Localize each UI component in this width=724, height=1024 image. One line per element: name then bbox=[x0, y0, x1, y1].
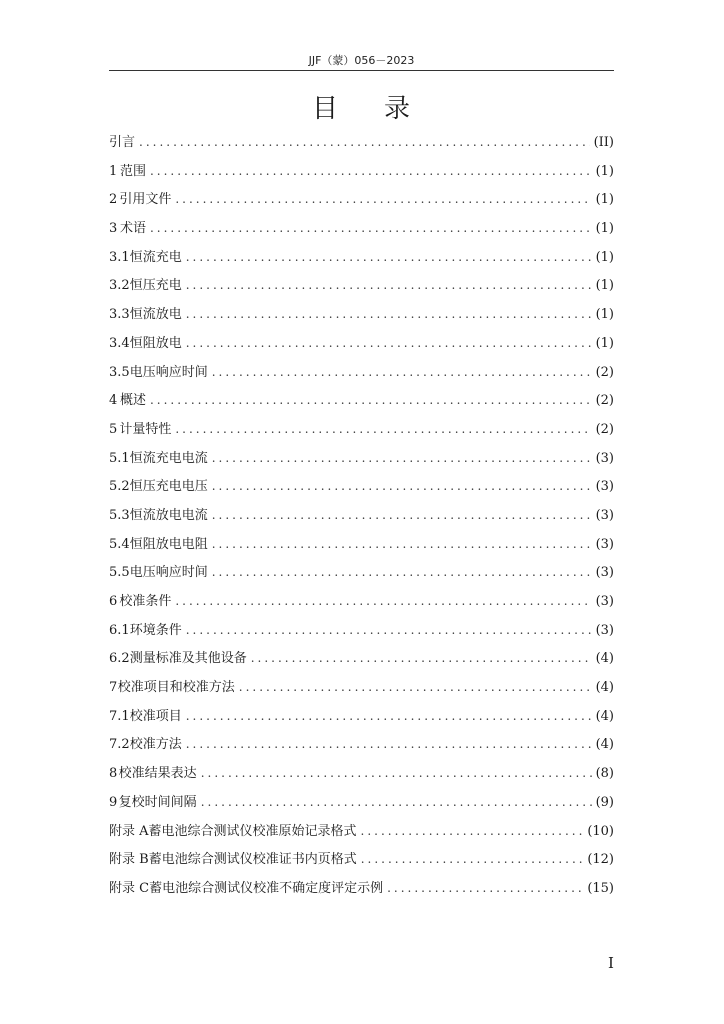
document-header-code: JJF（蒙）056－2023 bbox=[308, 54, 415, 67]
toc-entry-page: (9) bbox=[595, 794, 614, 810]
toc-entry-page: (1) bbox=[595, 335, 614, 351]
toc-entry-number: 3.4 bbox=[109, 335, 130, 351]
toc-leader-dots bbox=[212, 558, 592, 587]
toc-entry-page: (15) bbox=[587, 880, 614, 896]
toc-entry-label: 恒阻放电 bbox=[129, 335, 182, 351]
page-number: I bbox=[608, 954, 614, 972]
toc-entry-label: 环境条件 bbox=[129, 622, 182, 638]
toc-leader-dots bbox=[361, 817, 584, 846]
toc-entry bbox=[109, 243, 614, 272]
toc-entry-number: 附录 C bbox=[109, 880, 150, 896]
toc-leader-dots bbox=[201, 788, 592, 817]
toc-leader-dots bbox=[212, 444, 592, 473]
toc-entry-number: 6.1 bbox=[109, 622, 130, 638]
toc-entry-page: (4) bbox=[595, 708, 614, 724]
toc-entry-label: 术语 bbox=[119, 221, 146, 237]
header-divider bbox=[109, 70, 614, 71]
toc-entry bbox=[109, 157, 614, 186]
toc-entry-page: (4) bbox=[595, 680, 614, 696]
toc-leader-dots bbox=[186, 702, 592, 731]
toc-entry bbox=[109, 415, 614, 444]
toc-entry-number: 5 bbox=[109, 421, 118, 437]
toc-entry-number: 5.2 bbox=[109, 479, 130, 495]
toc-leader-dots bbox=[175, 587, 591, 616]
toc-entry-label: 蓄电池综合测试仪校准不确定度评定示例 bbox=[149, 880, 384, 896]
toc-entry bbox=[109, 185, 614, 214]
toc-entry-number: 5.1 bbox=[109, 450, 130, 466]
toc-leader-dots bbox=[175, 185, 591, 214]
toc-entry-label: 校准条件 bbox=[119, 594, 172, 609]
toc-entry bbox=[109, 673, 614, 702]
toc-entry-number: 1 bbox=[109, 163, 118, 179]
toc-entry bbox=[109, 214, 614, 243]
table-of-contents bbox=[109, 128, 614, 903]
toc-entry-page: (1) bbox=[595, 221, 614, 237]
toc-entry-page: (2) bbox=[595, 421, 614, 437]
toc-leader-dots bbox=[150, 386, 592, 415]
toc-entry-label: 恒流充电 bbox=[129, 249, 182, 265]
toc-entry-page: (12) bbox=[587, 852, 614, 868]
toc-leader-dots bbox=[186, 616, 592, 645]
toc-entry-page: (3) bbox=[595, 536, 614, 552]
toc-leader-dots bbox=[212, 358, 592, 387]
toc-entry bbox=[109, 845, 614, 874]
toc-entry-page: (3) bbox=[595, 479, 614, 495]
toc-entry-number: 3.1 bbox=[109, 249, 130, 265]
toc-entry bbox=[109, 644, 614, 673]
toc-entry-number: 3.3 bbox=[109, 307, 130, 323]
page-title bbox=[0, 88, 724, 125]
toc-entry bbox=[109, 128, 614, 157]
toc-entry-page: (4) bbox=[595, 737, 614, 753]
toc-entry-number: 5.4 bbox=[109, 536, 130, 552]
toc-entry bbox=[109, 444, 614, 473]
toc-entry-label: 校准项目 bbox=[129, 708, 182, 724]
toc-leader-dots bbox=[387, 874, 583, 903]
toc-entry-label: 校准项目和校准方法 bbox=[117, 680, 235, 696]
toc-entry bbox=[109, 616, 614, 645]
toc-entry-page: (8) bbox=[595, 766, 614, 782]
toc-entry-page: (2) bbox=[595, 393, 614, 409]
toc-entry bbox=[109, 329, 614, 358]
toc-entry-label: 引言 bbox=[109, 135, 136, 150]
toc-entry-number: 9 bbox=[109, 794, 118, 810]
toc-entry bbox=[109, 271, 614, 300]
toc-entry-label: 校准方法 bbox=[129, 737, 182, 753]
toc-entry-label: 概述 bbox=[119, 393, 146, 409]
toc-entry-page: (4) bbox=[595, 651, 614, 667]
toc-entry-number: 7 bbox=[109, 680, 118, 696]
toc-entry-page: (3) bbox=[595, 594, 614, 609]
toc-entry bbox=[109, 386, 614, 415]
toc-entry bbox=[109, 759, 614, 788]
toc-entry-label: 恒流放电 bbox=[129, 307, 182, 323]
toc-leader-dots bbox=[212, 472, 592, 501]
toc-entry-page: (3) bbox=[595, 565, 614, 581]
toc-entry bbox=[109, 300, 614, 329]
toc-entry bbox=[109, 358, 614, 387]
toc-entry-page: (1) bbox=[595, 163, 614, 179]
toc-entry-label: 复校时间间隔 bbox=[118, 794, 197, 810]
toc-entry-page: (3) bbox=[595, 622, 614, 638]
toc-entry-label: 蓄电池综合测试仪校准证书内页格式 bbox=[148, 852, 357, 868]
toc-entry bbox=[109, 472, 614, 501]
toc-entry-page: (1) bbox=[595, 278, 614, 294]
toc-leader-dots bbox=[150, 214, 592, 243]
toc-entry-page: (1) bbox=[595, 192, 614, 208]
toc-entry-number: 2 bbox=[109, 192, 118, 208]
toc-leader-dots bbox=[186, 271, 592, 300]
toc-entry bbox=[109, 874, 614, 903]
toc-entry-number: 8 bbox=[109, 766, 118, 782]
toc-entry-label: 恒压充电电压 bbox=[129, 479, 208, 495]
toc-entry bbox=[109, 558, 614, 587]
toc-entry-number: 6 bbox=[109, 594, 118, 609]
toc-entry-page: (3) bbox=[595, 507, 614, 523]
toc-entry-number: 5.3 bbox=[109, 507, 130, 523]
toc-entry-label: 范围 bbox=[119, 163, 146, 179]
toc-leader-dots bbox=[251, 644, 592, 673]
toc-entry-label: 恒流放电电流 bbox=[129, 507, 208, 523]
toc-leader-dots bbox=[361, 845, 584, 874]
toc-entry-number: 3 bbox=[109, 221, 118, 237]
toc-entry-number: 6.2 bbox=[109, 651, 130, 667]
toc-entry-number: 4 bbox=[109, 393, 118, 409]
toc-entry bbox=[109, 730, 614, 759]
toc-entry-label: 蓄电池综合测试仪校准原始记录格式 bbox=[148, 823, 357, 839]
toc-entry bbox=[109, 788, 614, 817]
toc-leader-dots bbox=[186, 300, 592, 329]
toc-entry-label: 引用文件 bbox=[119, 192, 172, 208]
toc-leader-dots bbox=[139, 128, 590, 157]
toc-leader-dots bbox=[186, 329, 592, 358]
toc-entry-label: 恒阻放电电阻 bbox=[129, 536, 208, 552]
toc-entry-label: 电压响应时间 bbox=[129, 565, 208, 581]
toc-entry-number: 7.1 bbox=[109, 708, 130, 724]
toc-entry bbox=[109, 501, 614, 530]
toc-leader-dots bbox=[186, 730, 592, 759]
toc-entry-number: 5.5 bbox=[109, 565, 130, 581]
toc-leader-dots bbox=[212, 501, 592, 530]
toc-entry-number: 3.2 bbox=[109, 278, 130, 294]
page-title-part-1: 目 bbox=[311, 94, 340, 124]
toc-leader-dots bbox=[201, 759, 592, 788]
toc-entry-number: 附录 B bbox=[109, 852, 149, 868]
toc-entry-page: (2) bbox=[595, 364, 614, 380]
toc-leader-dots bbox=[239, 673, 592, 702]
toc-entry-label: 测量标准及其他设备 bbox=[129, 651, 247, 667]
toc-entry-page: (1) bbox=[595, 249, 614, 265]
toc-entry bbox=[109, 817, 614, 846]
toc-entry-number: 7.2 bbox=[109, 737, 130, 753]
toc-entry-page: (10) bbox=[587, 823, 614, 839]
toc-leader-dots bbox=[150, 157, 592, 186]
toc-entry-page: (3) bbox=[595, 450, 614, 466]
toc-entry-page: (1) bbox=[595, 307, 614, 323]
toc-entry-number: 附录 A bbox=[109, 823, 149, 839]
toc-entry-label: 电压响应时间 bbox=[129, 364, 208, 380]
toc-entry-label: 恒流充电电流 bbox=[129, 450, 208, 466]
toc-entry-number: 3.5 bbox=[109, 364, 130, 380]
toc-entry-label: 恒压充电 bbox=[129, 278, 182, 294]
toc-entry-label: 校准结果表达 bbox=[118, 766, 197, 782]
toc-entry bbox=[109, 702, 614, 731]
toc-entry bbox=[109, 587, 614, 616]
toc-leader-dots bbox=[212, 530, 592, 559]
toc-entry-label: 计量特性 bbox=[119, 421, 172, 437]
page-title-part-2: 录 bbox=[384, 94, 413, 124]
toc-leader-dots bbox=[186, 243, 592, 272]
toc-entry-page: (II) bbox=[593, 135, 614, 150]
toc-leader-dots bbox=[175, 415, 591, 444]
toc-entry bbox=[109, 530, 614, 559]
